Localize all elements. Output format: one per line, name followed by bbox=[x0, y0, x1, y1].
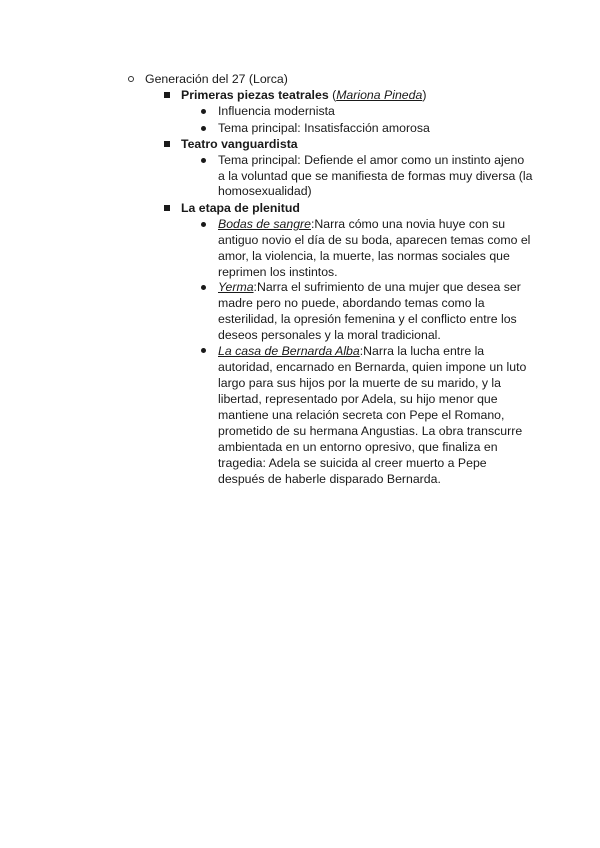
list-item-bodas bbox=[218, 216, 505, 232]
hollow-circle-bullet-icon bbox=[128, 76, 134, 82]
work-title-link[interactable]: Mariona Pineda bbox=[336, 88, 423, 102]
disc-bullet-icon bbox=[201, 285, 206, 290]
square-bullet-icon bbox=[164, 92, 170, 98]
disc-bullet-icon bbox=[201, 222, 206, 227]
work-title-link[interactable]: Bodas de sangre bbox=[218, 217, 311, 231]
list-item-line: autoridad, encarnado en Bernarda, quien impone un luto bbox=[218, 360, 527, 374]
list-item-line: Tema principal: Defiende el amor como un instinto ajeno bbox=[218, 153, 525, 167]
list-item-line: tragedia: Adela se suicida al creer muerto a Pepe bbox=[218, 456, 487, 470]
section-etapa-plenitud: La etapa de plenitud bbox=[181, 201, 300, 215]
item-text: :Narra cómo una novia huye con su bbox=[310, 217, 506, 231]
item-text: :Narra el sufrimiento de una mujer que desea ser bbox=[253, 280, 521, 294]
list-item-line: largo para sus hijos por la muerte de su marido, y la bbox=[218, 376, 501, 390]
disc-bullet-icon bbox=[201, 158, 206, 163]
square-bullet-icon bbox=[164, 141, 170, 147]
list-item-line: a la voluntad que se manifiesta de formas muy diversa (la bbox=[218, 169, 533, 183]
list-item-line: deseos personales y la moral tradicional. bbox=[218, 328, 441, 342]
paren-open: ( bbox=[332, 88, 337, 102]
heading-generacion: Generación del 27 (Lorca) bbox=[145, 72, 288, 86]
disc-bullet-icon bbox=[201, 348, 206, 353]
section-teatro-vanguardista: Teatro vanguardista bbox=[181, 137, 298, 151]
list-item: Influencia modernista bbox=[218, 104, 335, 118]
list-item-yerma bbox=[218, 279, 521, 295]
list-item-line: ambientada en un entorno opresivo, que finaliza en bbox=[218, 440, 498, 454]
disc-bullet-icon bbox=[201, 126, 206, 131]
list-item-line: libertad, representado por Adela, su hijo menor que bbox=[218, 392, 498, 406]
item-text: :Narra la lucha entre la bbox=[359, 344, 485, 358]
list-item-line: madre pero no puede, abordando temas como la bbox=[218, 296, 485, 310]
square-bullet-icon bbox=[164, 205, 170, 211]
section-primeras-piezas bbox=[181, 87, 426, 103]
list-item-line: antiguo novio el día de su boda, aparecen temas como el bbox=[218, 233, 531, 247]
list-item-bernarda bbox=[218, 343, 484, 359]
list-item-line: reprimen los instintos. bbox=[218, 265, 338, 279]
list-item: Tema principal: Insatisfacción amorosa bbox=[218, 121, 430, 135]
disc-bullet-icon bbox=[201, 109, 206, 114]
list-item-line: amor, la violencia, la muerte, las normas sociales que bbox=[218, 249, 510, 263]
list-item-line: prometido de su hermana Angustias. La obra transcurre bbox=[218, 424, 523, 438]
list-item-line: esterilidad, la opresión femenina y el conflicto entre los bbox=[218, 312, 517, 326]
list-item-line: después de haberle disparado Bernarda. bbox=[218, 472, 441, 486]
section-title: Primeras piezas teatrales bbox=[181, 88, 329, 102]
work-title-link[interactable]: Yerma bbox=[218, 280, 254, 294]
work-title-link[interactable]: La casa de Bernarda Alba bbox=[218, 344, 360, 358]
list-item-line: homosexualidad) bbox=[218, 184, 312, 198]
list-item-line: mantiene una relación secreta con Pepe el Romano, bbox=[218, 408, 505, 422]
paren-close: ) bbox=[422, 88, 427, 102]
